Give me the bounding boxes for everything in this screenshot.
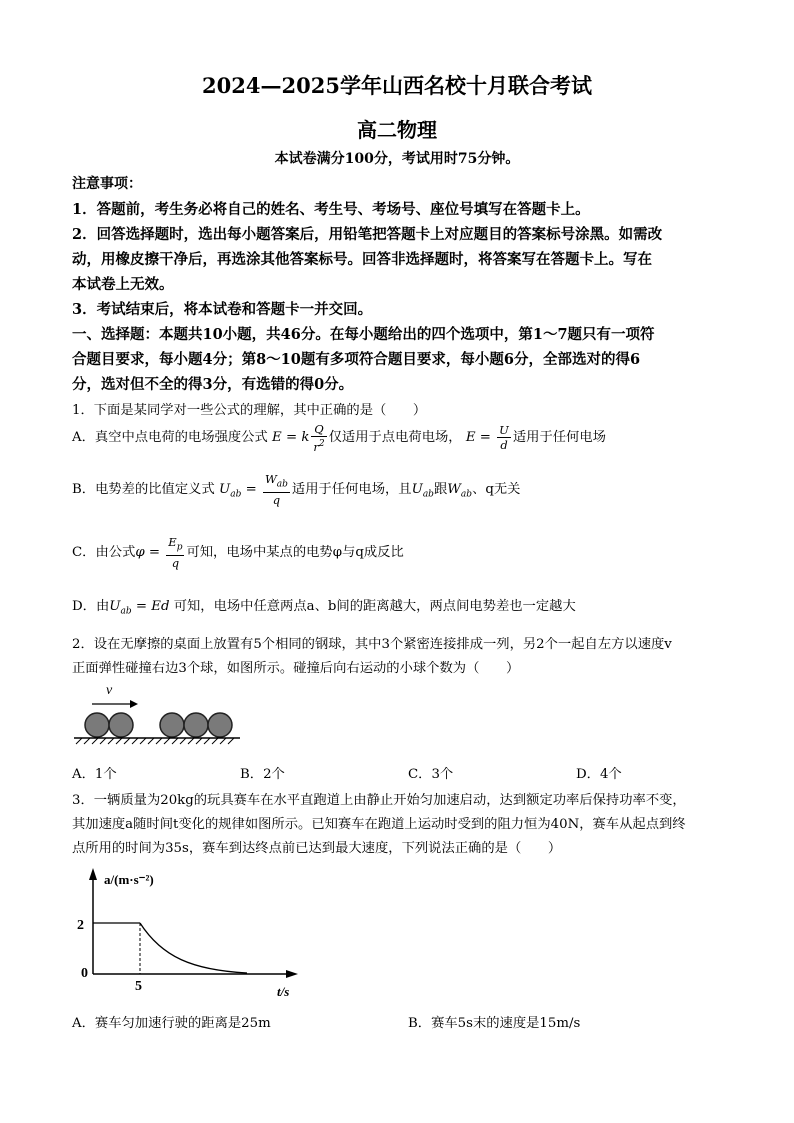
section-line: 一、选择题：本题共10小题，共46分。在每小题给出的四个选项中，第1～7题只有一项符 (72, 326, 655, 343)
q1-c-pre: C．由公式 (72, 545, 136, 560)
q2-option-a: A．1个 (72, 767, 117, 782)
note-line: 2．回答选择题时，选出每小题答案后，用铅笔把答题卡上对应题目的答案标号涂黑。如需改 (72, 226, 663, 243)
q2-line: 正面弹性碰撞右边3个球，如图所示。碰撞后向右运动的小球个数为（ ） (72, 661, 520, 676)
q1-a-mid: 仅适用于点电荷电场， (328, 430, 462, 445)
ball (160, 713, 184, 737)
x-arrow-icon (286, 970, 298, 978)
y-arrow-icon (89, 868, 97, 880)
q1-b-mid: 适用于任何电场，且 (291, 482, 412, 497)
q2-option-b: B．2个 (240, 767, 285, 782)
q1-d-pre: D．由 (72, 599, 110, 614)
notes-heading: 注意事项： (72, 176, 142, 192)
note-line: 动，用橡皮擦干净后，再选涂其他答案标号。回答非选择题时，将答案写在答题卡上。写在 (72, 251, 652, 268)
q1-a-pre: A．真空中点电荷的电场强度公式 (72, 430, 268, 445)
ball (109, 713, 133, 737)
q3-option-b: B．赛车5s末的速度是15m/s (408, 1016, 581, 1031)
q2-option-c: C．3个 (408, 767, 454, 782)
q3-line: 3．一辆质量为20kg的玩具赛车在水平直跑道上由静止开始匀加速启动，达到额定功率后保持功率不变， (72, 793, 686, 808)
exam-subtitle: 高二物理 (357, 118, 437, 142)
formula: E (272, 430, 282, 445)
ball (85, 713, 109, 737)
hatching (76, 738, 234, 744)
arrow-head-icon (130, 700, 138, 708)
q3-line: 其加速度a随时间t变化的规律如图所示。已知赛车在跑道上运动时受到的阻力恒为40N，赛车从起点到终 (72, 817, 686, 832)
balls-figure (72, 680, 362, 750)
q1-option-d: D．由$U_{ab} = Ed$ 可知，电场中任意两点a、b间的距离越大，两点间电势差也一定越大 (72, 599, 576, 617)
origin-label: 0 (81, 966, 88, 981)
q3-line: 点所用的时间为35s，赛车到达终点前已达到最大速度，下列说法正确的是（ ） (72, 841, 562, 856)
q1-option-a: A．真空中点电荷的电场强度公式 E = k $\frac{Q}{r^2}$ 仅适用于点电荷电场， E = $\frac{U}{d}$ 适用于任何电场 (72, 421, 606, 454)
q2-line: 2．设在无摩擦的桌面上放置有5个相同的钢球，其中3个紧密连接排成一列，另2个一起自左方以速度v (72, 637, 672, 652)
q1-b-pre: B．电势差的比值定义式 (72, 482, 215, 497)
note-line: 1．答题前，考生务必将自己的姓名、考生号、考场号、座位号填写在答题卡上。 (72, 201, 590, 218)
x-tick-label: 5 (135, 979, 142, 994)
velocity-label: v (106, 683, 113, 698)
decay-curve (140, 923, 247, 973)
q1-c-post: 可知，电场中某点的电势φ与q成反比 (186, 545, 404, 560)
q1-option-b: B．电势差的比值定义式 $U_{ab}$ = $\frac{W_{ab}}{q}$ 适用于任何电场，且$U_{ab}$跟$W_{ab}$、q无关 (72, 472, 521, 507)
section-line: 合题目要求，每小题4分；第8～10题有多项符合题目要求，每小题6分，全部选对的得6 (72, 351, 641, 368)
q1-a-post: 适用于任何电场 (512, 430, 606, 445)
q3-option-a: A．赛车匀加速行驶的距离是25m (72, 1016, 271, 1031)
q1-option-c: C．由公式φ = $\frac{E_p}{q}$ 可知，电场中某点的电势φ与q成反比 (72, 535, 404, 570)
q1-stem: 1．下面是某同学对一些公式的理解，其中正确的是（ ） (72, 403, 427, 418)
fraction: $\frac{U}{d}$ (499, 423, 509, 452)
q2-option-d: D．4个 (576, 767, 622, 782)
fraction: $\frac{Q}{r^2}$ (313, 421, 325, 454)
q1-d-post: 可知，电场中任意两点a、b间的距离越大，两点间电势差也一定越大 (173, 599, 576, 614)
ball (208, 713, 232, 737)
graph-x-label: t/s (277, 984, 290, 999)
section-line: 分，选对但不全的得3分，有选错的得0分。 (72, 376, 354, 393)
exam-info: 本试卷满分100分，考试用时75分钟。 (274, 151, 520, 167)
acceleration-graph (72, 862, 312, 1002)
q1-b-end: 、q无关 (472, 482, 521, 497)
y-tick-label: 2 (77, 918, 84, 933)
exam-title: 2024—2025学年山西名校十月联合考试 (202, 73, 592, 98)
fraction: $\frac{E_p}{q}$ (168, 535, 183, 570)
q1-b-post: 跟 (433, 482, 448, 497)
ball (184, 713, 208, 737)
note-line: 3．考试结束后，将本试卷和答题卡一并交回。 (72, 301, 373, 318)
note-line: 本试卷上无效。 (72, 276, 174, 293)
fraction: $\frac{W_{ab}}{q}$ (264, 472, 288, 507)
graph-y-label: a/(m·s⁻²) (104, 872, 154, 887)
